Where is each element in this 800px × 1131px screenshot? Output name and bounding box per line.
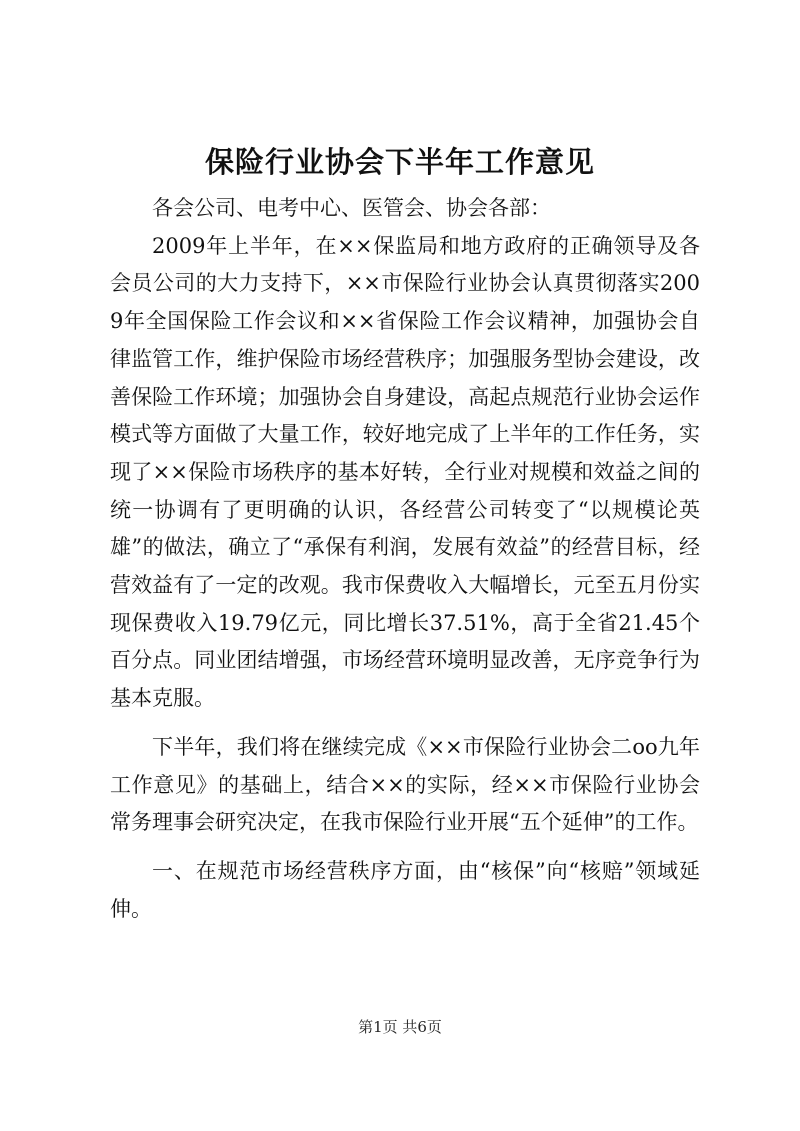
section-one-heading-paragraph: 一、在规范市场经营秩序方面，由“核保”向“核赔”领域延伸。 <box>110 858 700 921</box>
document-body <box>110 190 700 928</box>
first-half-summary-paragraph: 2009年上半年，在××保监局和地方政府的正确领导及各会员公司的大力支持下，××市保险行业协会认真贯彻落实2009年全国保险工作会议和××省保险工作会议精神，加强协会自律监管工作，维护保险市场经营秩序；加强服务型协会建设，改善保险工作环境；加强协会自身建设，高起点规范行业协会运作模式等方面做了大量工作，较好地完成了上半年的工作任务，实现了××保险市场秩序的基本好转，全行业对规模和效益之间的统一协调有了更明确的认识，各经营公司转变了“以规模论英雄”的做法，确立了“承保有利润，发展有效益”的经营目标，经营效益有了一定的改观。我市保费收入大幅增长，元至五月份实现保费收入19.79亿元，同比增长37.51%，高于全省21.45个百分点。同业团结增强，市场经营环境明显改善，无序竞争行为基本克服。 <box>110 233 700 711</box>
page-number-footer: 第1页 共6页 <box>358 1018 442 1036</box>
second-half-plan-paragraph: 下半年，我们将在继续完成《××市保险行业协会二oo九年工作意见》的基础上，结合××的实际，经××市保险行业协会常务理事会研究决定，在我市保险行业开展“五个延伸”的工作。 <box>110 734 700 835</box>
salutation-paragraph: 各会公司、电考中心、医管会、协会各部： <box>152 196 551 220</box>
document-title: 保险行业协会下半年工作意见 <box>204 145 595 179</box>
